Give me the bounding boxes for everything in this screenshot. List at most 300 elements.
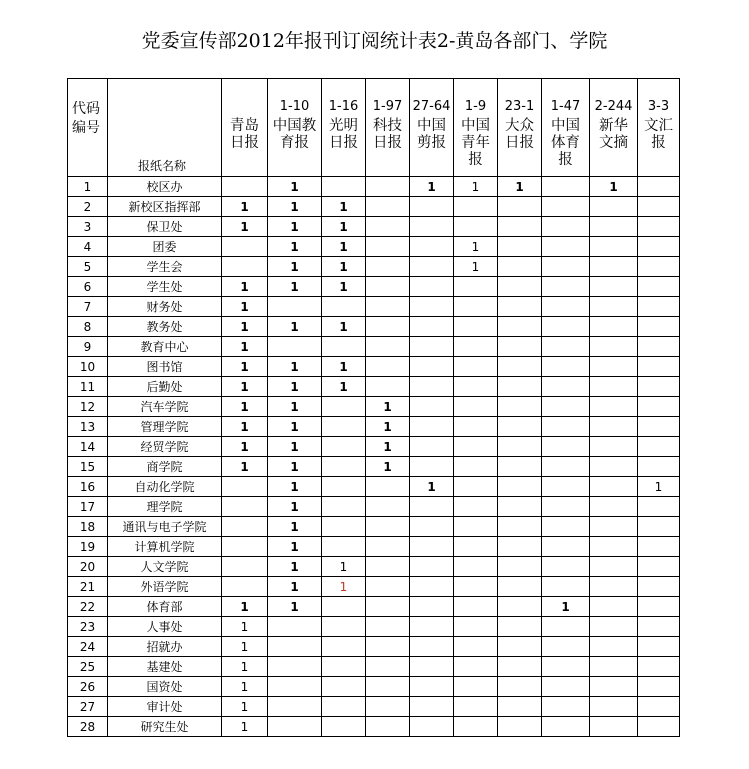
code-header-line2: 编号 xyxy=(72,120,100,136)
subscription-cell xyxy=(268,337,322,357)
department-name: 体育部 xyxy=(108,597,222,617)
subscription-cell xyxy=(590,317,638,337)
paper-header-cell xyxy=(542,79,590,177)
subscription-cell xyxy=(322,697,366,717)
department-name: 国资处 xyxy=(108,677,222,697)
subscription-cell xyxy=(454,697,498,717)
subscription-cell xyxy=(322,337,366,357)
subscription-table xyxy=(67,78,680,737)
paper-name: 科技日报 xyxy=(373,118,402,151)
row-number: 21 xyxy=(68,577,108,597)
subscription-cell xyxy=(410,357,454,377)
row-number: 28 xyxy=(68,717,108,737)
subscription-cell: 1 xyxy=(268,177,322,197)
subscription-cell: 1 xyxy=(268,257,322,277)
subscription-cell: 1 xyxy=(222,657,268,677)
subscription-cell xyxy=(366,577,410,597)
subscription-cell xyxy=(366,257,410,277)
subscription-cell xyxy=(498,197,542,217)
paper-code: 1-97 xyxy=(372,99,403,114)
paper-header-cell xyxy=(410,79,454,177)
department-name: 图书馆 xyxy=(108,357,222,377)
subscription-cell xyxy=(454,457,498,477)
paper-code: 1-9 xyxy=(464,99,487,114)
row-number: 4 xyxy=(68,237,108,257)
table-row xyxy=(68,617,680,637)
subscription-cell xyxy=(410,597,454,617)
subscription-cell: 1 xyxy=(268,537,322,557)
subscription-cell xyxy=(366,597,410,617)
table-row xyxy=(68,257,680,277)
subscription-cell xyxy=(638,297,680,317)
subscription-cell xyxy=(498,597,542,617)
subscription-cell: 1 xyxy=(268,577,322,597)
subscription-cell xyxy=(638,717,680,737)
subscription-cell xyxy=(454,397,498,417)
subscription-cell xyxy=(454,537,498,557)
subscription-cell: 1 xyxy=(268,417,322,437)
subscription-cell xyxy=(454,377,498,397)
subscription-cell: 1 xyxy=(222,437,268,457)
paper-name: 光明日报 xyxy=(329,118,358,151)
subscription-cell xyxy=(454,597,498,617)
subscription-cell xyxy=(366,497,410,517)
subscription-cell xyxy=(410,237,454,257)
subscription-cell xyxy=(322,597,366,617)
subscription-cell xyxy=(410,277,454,297)
subscription-cell xyxy=(454,477,498,497)
subscription-cell xyxy=(454,217,498,237)
paper-header-cell xyxy=(322,79,366,177)
subscription-cell: 1 xyxy=(454,237,498,257)
subscription-cell xyxy=(590,557,638,577)
subscription-cell xyxy=(542,357,590,377)
subscription-cell xyxy=(410,377,454,397)
table-row xyxy=(68,417,680,437)
subscription-cell xyxy=(366,357,410,377)
subscription-cell xyxy=(590,297,638,317)
subscription-cell xyxy=(222,237,268,257)
row-number: 25 xyxy=(68,657,108,677)
paper-code: 1-47 xyxy=(550,99,581,114)
paper-code: 23-1 xyxy=(504,99,535,114)
department-name: 商学院 xyxy=(108,457,222,477)
subscription-cell xyxy=(410,657,454,677)
row-number: 13 xyxy=(68,417,108,437)
subscription-cell xyxy=(322,657,366,677)
subscription-cell: 1 xyxy=(222,397,268,417)
paper-name-header: 报纸名称 xyxy=(138,159,187,173)
subscription-cell xyxy=(590,457,638,477)
subscription-cell xyxy=(590,577,638,597)
subscription-cell xyxy=(222,477,268,497)
subscription-cell xyxy=(542,537,590,557)
table-row xyxy=(68,377,680,397)
row-number: 1 xyxy=(68,177,108,197)
subscription-cell xyxy=(410,317,454,337)
row-number: 20 xyxy=(68,557,108,577)
subscription-cell xyxy=(590,417,638,437)
subscription-cell xyxy=(638,657,680,677)
subscription-cell xyxy=(542,217,590,237)
subscription-cell xyxy=(366,317,410,337)
subscription-cell: 1 xyxy=(322,277,366,297)
department-name: 新校区指挥部 xyxy=(108,197,222,217)
table-row xyxy=(68,697,680,717)
subscription-cell xyxy=(366,697,410,717)
subscription-cell xyxy=(410,437,454,457)
subscription-cell xyxy=(454,557,498,577)
table-row xyxy=(68,597,680,617)
subscription-cell xyxy=(268,617,322,637)
paper-header-cell xyxy=(590,79,638,177)
subscription-cell xyxy=(590,197,638,217)
subscription-cell xyxy=(638,277,680,297)
subscription-cell xyxy=(542,477,590,497)
subscription-cell xyxy=(590,257,638,277)
department-name: 自动化学院 xyxy=(108,477,222,497)
subscription-cell xyxy=(322,297,366,317)
paper-header-cell xyxy=(268,79,322,177)
subscription-cell xyxy=(410,197,454,217)
subscription-cell: 1 xyxy=(268,277,322,297)
subscription-cell xyxy=(590,497,638,517)
paper-code: 1-10 xyxy=(279,99,310,114)
subscription-cell xyxy=(498,677,542,697)
subscription-cell: 1 xyxy=(268,437,322,457)
subscription-cell xyxy=(268,717,322,737)
subscription-cell xyxy=(454,277,498,297)
subscription-cell xyxy=(322,677,366,697)
subscription-cell xyxy=(454,337,498,357)
subscription-cell xyxy=(322,617,366,637)
subscription-cell: 1 xyxy=(322,557,366,577)
subscription-cell xyxy=(498,697,542,717)
subscription-cell: 1 xyxy=(322,257,366,277)
subscription-cell xyxy=(454,637,498,657)
subscription-cell: 1 xyxy=(222,717,268,737)
subscription-cell: 1 xyxy=(222,417,268,437)
subscription-cell xyxy=(638,617,680,637)
subscription-cell xyxy=(498,477,542,497)
subscription-cell xyxy=(498,557,542,577)
subscription-cell: 1 xyxy=(322,357,366,377)
subscription-cell xyxy=(590,397,638,417)
subscription-cell xyxy=(322,457,366,477)
subscription-cell xyxy=(542,417,590,437)
subscription-cell xyxy=(366,677,410,697)
subscription-cell xyxy=(638,557,680,577)
subscription-cell: 1 xyxy=(222,197,268,217)
subscription-cell xyxy=(542,677,590,697)
header-row xyxy=(68,79,680,177)
table-row xyxy=(68,177,680,197)
table-row xyxy=(68,297,680,317)
subscription-cell xyxy=(498,217,542,237)
table-row xyxy=(68,317,680,337)
subscription-cell xyxy=(454,617,498,637)
subscription-cell: 1 xyxy=(222,277,268,297)
subscription-cell xyxy=(454,417,498,437)
subscription-cell xyxy=(366,537,410,557)
subscription-cell: 1 xyxy=(498,177,542,197)
subscription-cell xyxy=(366,237,410,257)
row-number: 8 xyxy=(68,317,108,337)
subscription-cell xyxy=(498,297,542,317)
subscription-cell xyxy=(590,657,638,677)
department-name: 保卫处 xyxy=(108,217,222,237)
department-name: 审计处 xyxy=(108,697,222,717)
subscription-cell xyxy=(222,537,268,557)
table-row xyxy=(68,637,680,657)
subscription-cell xyxy=(590,597,638,617)
department-name: 财务处 xyxy=(108,297,222,317)
row-number: 24 xyxy=(68,637,108,657)
subscription-cell xyxy=(498,717,542,737)
subscription-cell xyxy=(410,257,454,277)
subscription-cell xyxy=(454,677,498,697)
subscription-cell xyxy=(222,257,268,277)
subscription-cell xyxy=(638,397,680,417)
table-row xyxy=(68,577,680,597)
subscription-cell xyxy=(498,377,542,397)
subscription-cell xyxy=(366,557,410,577)
subscription-cell xyxy=(542,637,590,657)
subscription-cell: 1 xyxy=(268,397,322,417)
subscription-cell: 1 xyxy=(222,617,268,637)
subscription-cell xyxy=(638,357,680,377)
subscription-cell xyxy=(542,277,590,297)
row-number: 22 xyxy=(68,597,108,617)
department-name: 人事处 xyxy=(108,617,222,637)
subscription-cell xyxy=(366,197,410,217)
subscription-cell: 1 xyxy=(366,397,410,417)
subscription-cell xyxy=(542,377,590,397)
subscription-cell xyxy=(542,297,590,317)
subscription-cell xyxy=(366,657,410,677)
subscription-cell xyxy=(410,397,454,417)
subscription-cell xyxy=(638,677,680,697)
subscription-cell xyxy=(366,617,410,637)
subscription-cell xyxy=(638,597,680,617)
subscription-cell xyxy=(366,177,410,197)
subscription-cell: 1 xyxy=(268,557,322,577)
subscription-cell xyxy=(590,437,638,457)
subscription-cell xyxy=(542,437,590,457)
subscription-cell: 1 xyxy=(366,457,410,477)
subscription-cell xyxy=(498,437,542,457)
subscription-cell: 1 xyxy=(410,477,454,497)
subscription-cell xyxy=(268,297,322,317)
subscription-cell: 1 xyxy=(454,177,498,197)
subscription-cell xyxy=(590,537,638,557)
subscription-cell xyxy=(454,657,498,677)
paper-header-cell xyxy=(638,79,680,177)
subscription-cell: 1 xyxy=(222,217,268,237)
subscription-cell xyxy=(542,317,590,337)
subscription-cell xyxy=(542,457,590,477)
subscription-cell: 1 xyxy=(222,457,268,477)
subscription-cell xyxy=(590,337,638,357)
subscription-cell: 1 xyxy=(542,597,590,617)
subscription-cell xyxy=(322,437,366,457)
row-number: 5 xyxy=(68,257,108,277)
subscription-cell xyxy=(638,237,680,257)
subscription-cell: 1 xyxy=(322,237,366,257)
table-row xyxy=(68,497,680,517)
paper-name: 中国青年报 xyxy=(461,118,490,168)
paper-name-header-cell xyxy=(108,79,222,177)
subscription-cell xyxy=(542,257,590,277)
subscription-cell xyxy=(410,617,454,637)
subscription-cell xyxy=(366,337,410,357)
row-number: 2 xyxy=(68,197,108,217)
table-row xyxy=(68,517,680,537)
subscription-cell xyxy=(268,657,322,677)
paper-code: 27-64 xyxy=(412,99,451,114)
subscription-cell xyxy=(366,517,410,537)
subscription-cell xyxy=(542,197,590,217)
subscription-cell xyxy=(638,637,680,657)
subscription-cell xyxy=(542,237,590,257)
subscription-cell: 1 xyxy=(268,377,322,397)
subscription-cell: 1 xyxy=(222,377,268,397)
paper-name: 大众日报 xyxy=(505,118,534,151)
department-name: 基建处 xyxy=(108,657,222,677)
subscription-cell xyxy=(498,517,542,537)
row-number: 17 xyxy=(68,497,108,517)
subscription-cell xyxy=(638,517,680,537)
subscription-cell xyxy=(590,617,638,637)
department-name: 管理学院 xyxy=(108,417,222,437)
subscription-cell xyxy=(498,357,542,377)
row-number: 6 xyxy=(68,277,108,297)
subscription-cell xyxy=(366,717,410,737)
subscription-cell xyxy=(410,457,454,477)
department-name: 团委 xyxy=(108,237,222,257)
subscription-cell xyxy=(268,697,322,717)
subscription-cell xyxy=(322,477,366,497)
table-row xyxy=(68,397,680,417)
row-number: 3 xyxy=(68,217,108,237)
subscription-cell: 1 xyxy=(222,297,268,317)
subscription-cell xyxy=(410,697,454,717)
subscription-cell: 1 xyxy=(268,457,322,477)
subscription-cell xyxy=(498,237,542,257)
subscription-cell xyxy=(498,457,542,477)
subscription-cell: 1 xyxy=(268,517,322,537)
department-name: 通讯与电子学院 xyxy=(108,517,222,537)
subscription-cell: 1 xyxy=(322,317,366,337)
row-number: 16 xyxy=(68,477,108,497)
subscription-cell xyxy=(590,377,638,397)
department-name: 学生处 xyxy=(108,277,222,297)
subscription-cell: 1 xyxy=(322,577,366,597)
subscription-cell xyxy=(638,577,680,597)
row-number: 14 xyxy=(68,437,108,457)
subscription-cell xyxy=(268,677,322,697)
subscription-cell xyxy=(322,637,366,657)
subscription-cell: 1 xyxy=(268,597,322,617)
subscription-cell xyxy=(590,677,638,697)
subscription-cell xyxy=(498,617,542,637)
table-row xyxy=(68,437,680,457)
subscription-cell xyxy=(498,537,542,557)
subscription-cell xyxy=(542,717,590,737)
department-name: 研究生处 xyxy=(108,717,222,737)
subscription-cell xyxy=(498,277,542,297)
subscription-cell xyxy=(542,577,590,597)
code-header-line1: 代码 xyxy=(72,101,100,117)
department-name: 经贸学院 xyxy=(108,437,222,457)
subscription-cell xyxy=(222,577,268,597)
row-number: 27 xyxy=(68,697,108,717)
table-row xyxy=(68,277,680,297)
subscription-cell xyxy=(638,437,680,457)
subscription-cell: 1 xyxy=(268,357,322,377)
subscription-cell xyxy=(542,557,590,577)
subscription-cell: 1 xyxy=(410,177,454,197)
subscription-cell xyxy=(222,497,268,517)
subscription-cell xyxy=(410,297,454,317)
table-row xyxy=(68,237,680,257)
subscription-cell xyxy=(638,377,680,397)
subscription-cell xyxy=(454,717,498,737)
subscription-cell xyxy=(542,497,590,517)
subscription-cell xyxy=(542,337,590,357)
department-name: 理学院 xyxy=(108,497,222,517)
subscription-cell: 1 xyxy=(322,197,366,217)
department-name: 招就办 xyxy=(108,637,222,657)
paper-header-cell xyxy=(498,79,542,177)
row-number: 18 xyxy=(68,517,108,537)
subscription-cell xyxy=(638,317,680,337)
subscription-cell xyxy=(410,497,454,517)
subscription-cell: 1 xyxy=(222,637,268,657)
subscription-cell: 1 xyxy=(222,677,268,697)
subscription-cell: 1 xyxy=(268,237,322,257)
row-number: 26 xyxy=(68,677,108,697)
paper-name: 青岛日报 xyxy=(230,118,259,151)
subscription-cell: 1 xyxy=(222,357,268,377)
page-title: 党委宣传部2012年报刊订阅统计表2-黄岛各部门、学院 xyxy=(141,30,608,52)
subscription-cell: 1 xyxy=(268,497,322,517)
subscription-cell xyxy=(498,317,542,337)
subscription-cell xyxy=(542,617,590,637)
subscription-cell xyxy=(638,497,680,517)
subscription-cell xyxy=(322,177,366,197)
department-name: 教育中心 xyxy=(108,337,222,357)
subscription-cell: 1 xyxy=(222,697,268,717)
table-row xyxy=(68,457,680,477)
subscription-cell xyxy=(410,577,454,597)
subscription-cell xyxy=(498,337,542,357)
paper-name: 新华文摘 xyxy=(599,118,628,151)
subscription-cell xyxy=(366,377,410,397)
subscription-cell xyxy=(638,197,680,217)
table-row xyxy=(68,657,680,677)
subscription-cell: 1 xyxy=(268,217,322,237)
subscription-cell xyxy=(366,217,410,237)
subscription-cell xyxy=(410,217,454,237)
subscription-cell: 1 xyxy=(268,197,322,217)
row-number: 19 xyxy=(68,537,108,557)
subscription-cell xyxy=(590,357,638,377)
subscription-cell: 1 xyxy=(222,337,268,357)
subscription-cell: 1 xyxy=(268,317,322,337)
subscription-cell xyxy=(590,717,638,737)
subscription-cell: 1 xyxy=(590,177,638,197)
